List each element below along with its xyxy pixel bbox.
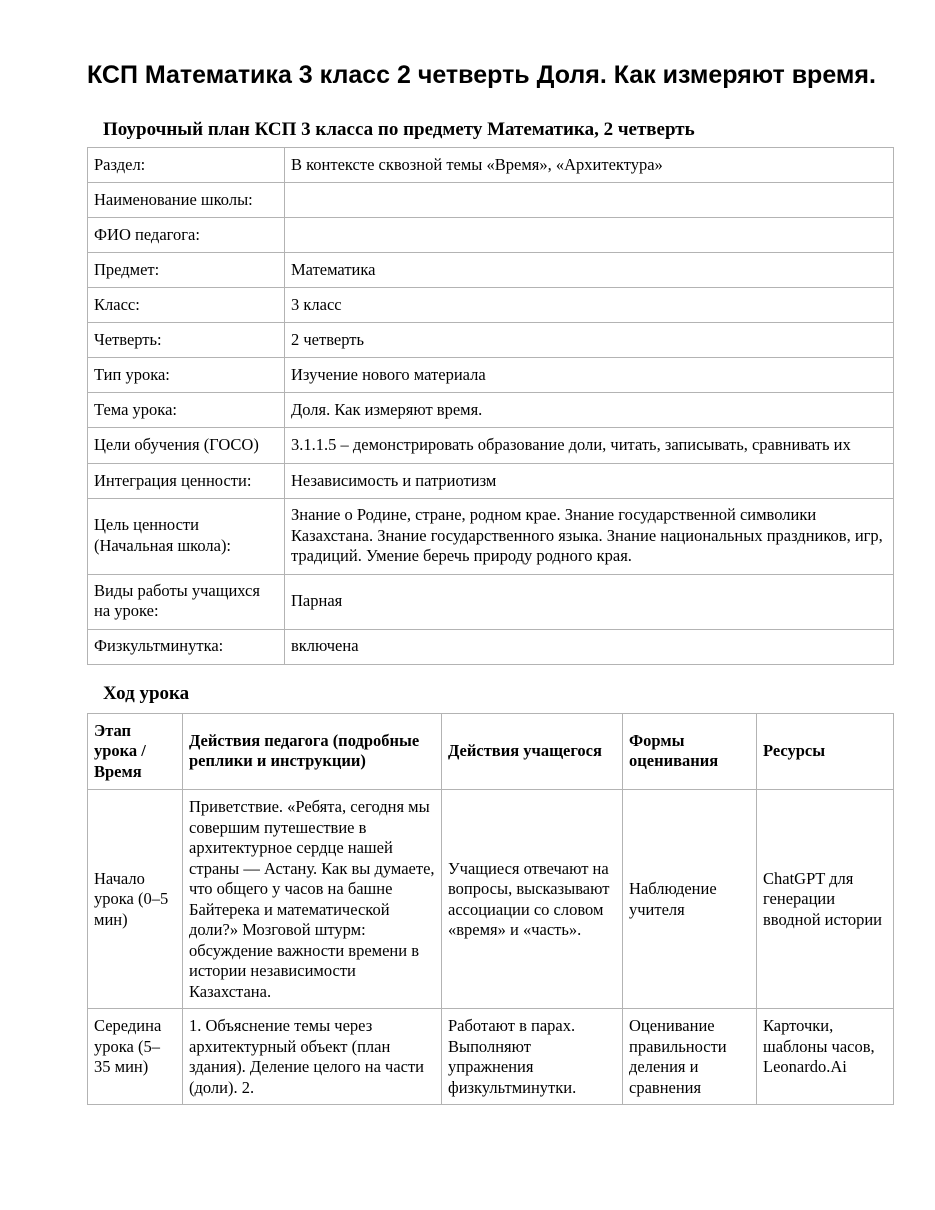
row-label: Тип урока: [88,358,285,393]
table-row [88,323,894,358]
cell-teacher: 1. Объяснение темы через архитектурный объект (план здания). Деление целого на части (доли). 2. [183,1009,442,1105]
table-row [88,574,894,629]
cell-assessment: Оценивание правильности деления и сравнения [623,1009,757,1105]
row-value: В контексте сквозной темы «Время», «Архитектура» [285,148,894,183]
row-value: Математика [285,253,894,288]
column-header-teacher: Действия педагога (подробные реплики и инструкции) [183,713,442,790]
cell-student: Работают в парах. Выполняют упражнения физкультминутки. [442,1009,623,1105]
document-page [87,0,893,1105]
table-row [88,499,894,575]
cell-stage: Середина урока (5–35 мин) [88,1009,183,1105]
table-row [88,183,894,218]
row-label: Цели обучения (ГОСО) [88,428,285,464]
table-header-row [88,713,894,790]
row-label: Тема урока: [88,393,285,428]
table-row [88,1009,894,1105]
row-label: Наименование школы: [88,183,285,218]
row-value [285,183,894,218]
table-row [88,288,894,323]
table-row [88,790,894,1009]
row-label: Интеграция ценности: [88,464,285,499]
lesson-info-table [87,147,894,665]
table-row [88,358,894,393]
row-value: 3 класс [285,288,894,323]
row-label: Физкультминутка: [88,629,285,664]
column-header-resources: Ресурсы [757,713,894,790]
plan-heading: Поурочный план КСП 3 класса по предмету Математика, 2 четверть [103,119,695,140]
row-value: 2 четверть [285,323,894,358]
cell-assessment: Наблюдение учителя [623,790,757,1009]
row-label: Виды работы учащихся на уроке: [88,574,285,629]
row-value: Знание о Родине, стране, родном крае. Знание государственной символики Казахстана. Знание государственного языка. Знание национальных праздников, игр, традиций. Умение беречь природу родного края. [285,499,894,575]
lesson-flow-table [87,713,894,1106]
row-value: включена [285,629,894,664]
row-label: ФИО педагога: [88,218,285,253]
table-row [88,464,894,499]
column-header-assessment: Формы оценивания [623,713,757,790]
row-value: 3.1.1.5 – демонстрировать образование доли, читать, записывать, сравнивать их [285,428,894,464]
table-row [88,629,894,664]
cell-teacher: Приветствие. «Ребята, сегодня мы совершим путешествие в архитектурное сердце нашей страны — Астану. Как вы думаете, что общего у часов на башне Байтерека и математической доли?» Мозговой штурм: обсуждение важности времени в истории независимости Казахстана. [183,790,442,1009]
row-value: Парная [285,574,894,629]
cell-resources: ChatGPT для генерации вводной истории [757,790,894,1009]
cell-stage: Начало урока (0–5 мин) [88,790,183,1009]
row-label: Класс: [88,288,285,323]
table-row [88,393,894,428]
cell-resources: Карточки, шаблоны часов, Leonardo.Ai [757,1009,894,1105]
row-label: Предмет: [88,253,285,288]
row-value: Изучение нового материала [285,358,894,393]
lesson-flow-heading: Ход урока [103,682,190,704]
column-header-student: Действия учащегося [442,713,623,790]
table-row [88,428,894,464]
table-row [88,148,894,183]
row-label: Четверть: [88,323,285,358]
table-row [88,218,894,253]
row-label: Цель ценности (Начальная школа): [88,499,285,575]
document-title: КСП Математика 3 класс 2 четверть Доля. Как измеряют время. [87,61,876,89]
row-value: Доля. Как измеряют время. [285,393,894,428]
cell-student: Учащиеся отвечают на вопросы, высказывают ассоциации со словом «время» и «часть». [442,790,623,1009]
column-header-stage: Этап урока / Время [88,713,183,790]
row-value [285,218,894,253]
row-value: Независимость и патриотизм [285,464,894,499]
row-label: Раздел: [88,148,285,183]
table-row [88,253,894,288]
